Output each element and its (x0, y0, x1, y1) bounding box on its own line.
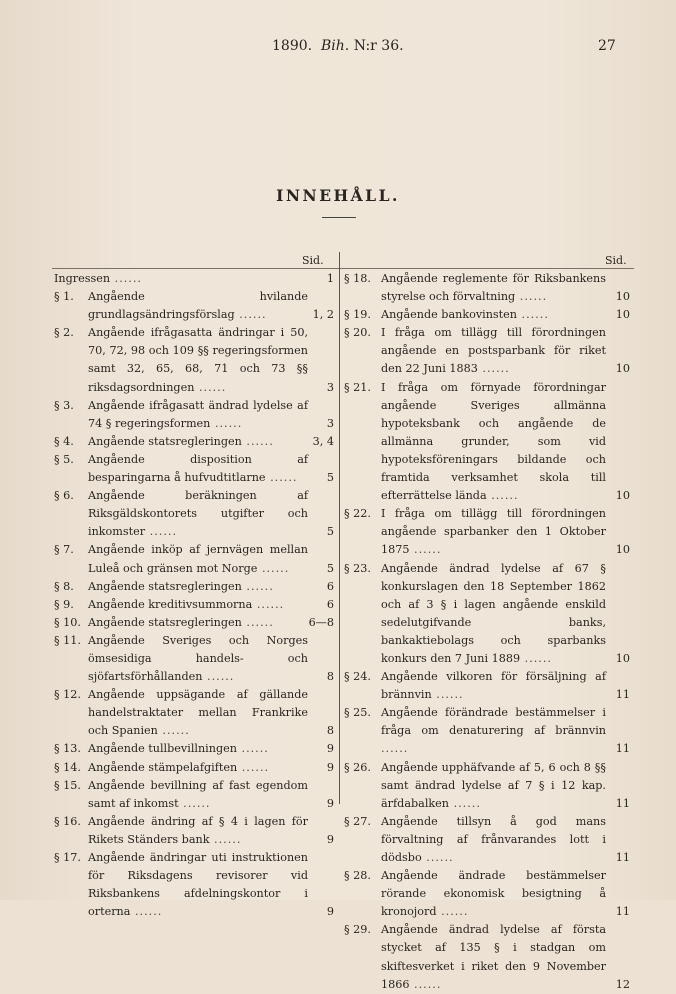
toc-entry (54, 686, 336, 740)
toc-entry-number: § 13. (54, 742, 81, 756)
toc-entry (54, 777, 336, 813)
toc-entry-text-block (54, 740, 336, 758)
toc-entry-page: 3, 4 (312, 434, 334, 448)
toc-entry-number: § 25. (344, 706, 371, 720)
dot-leader: ...... (202, 670, 235, 684)
dot-leader: ...... (409, 977, 442, 991)
toc-entry-text: Angående inköp af jernvägen mellan Luleå och gränsen mot Norge (88, 543, 308, 575)
dot-leader: ...... (236, 742, 269, 756)
toc-entry-text: Angående ändring af § 4 i lagen för Rikets Ständers bank (88, 814, 308, 846)
dot-leader: ...... (252, 597, 285, 611)
right-sid-label: Sid. (605, 254, 627, 267)
toc-entry-text-block (54, 686, 336, 740)
toc-entry-page: 5 (326, 471, 334, 485)
dot-leader: ...... (130, 905, 163, 919)
header-bih: Bih. (321, 38, 350, 54)
toc-entry-text-block (54, 270, 336, 288)
toc-entry (54, 487, 336, 541)
page-title: INNEHÅLL. (276, 186, 400, 205)
toc-entry-text-block (54, 813, 336, 849)
toc-entry-text-block (344, 270, 634, 306)
toc-entry-text-block (344, 505, 634, 559)
toc-entry-text: Angående vilkoren för försäljning af brännvin (381, 670, 606, 702)
toc-entry-text-block (54, 759, 336, 777)
toc-entry-text-block (54, 614, 336, 632)
toc-entry-text: Angående uppsägande af gällande handelstraktater mellan Frankrike och Spanien (88, 688, 308, 738)
toc-entry (54, 849, 336, 921)
toc-entry (54, 740, 336, 758)
toc-entry-page: 5 (326, 561, 334, 575)
toc-entry-page: 10 (615, 489, 630, 503)
toc-entry (344, 270, 634, 306)
toc-entry-text-block (54, 632, 336, 686)
toc-entry (54, 759, 336, 777)
toc-entry-text-block (344, 867, 634, 921)
toc-entry-number: § 16. (54, 814, 81, 828)
toc-entry-text-block (344, 704, 634, 758)
toc-entry-text-block (54, 777, 336, 813)
toc-entry (54, 288, 336, 324)
dot-leader: ...... (517, 308, 549, 322)
toc-entry-page: 9 (326, 760, 334, 774)
toc-entry-text-block (344, 921, 634, 993)
toc-entry-text: Angående bevillning af fast egendom samt af inkomst (88, 778, 308, 810)
dot-leader: ...... (436, 905, 469, 919)
toc-entry-text: Angående statsregleringen (88, 579, 242, 593)
toc-entry-text: Angående tillsyn å god mans förvaltning af frånvarandes lott i dödsbo (381, 814, 606, 864)
dot-leader: ...... (515, 290, 548, 304)
dot-leader: ...... (241, 615, 274, 629)
dot-leader: ...... (477, 362, 510, 376)
toc-entry-number: § 7. (54, 543, 74, 557)
toc-entry-number: § 12. (54, 688, 81, 702)
toc-entry-number: § 10. (54, 615, 81, 629)
toc-entry-text-block (54, 288, 336, 324)
toc-entry-number: § 8. (54, 579, 74, 593)
toc-entry-text-block (54, 451, 336, 487)
toc-entry (54, 433, 336, 451)
header-year: 1890. (272, 38, 313, 54)
toc-entry-number: § 21. (344, 380, 371, 394)
toc-entry (54, 451, 336, 487)
toc-entry (344, 379, 634, 506)
toc-entry-page: 11 (615, 688, 630, 702)
toc-entry-number: § 9. (54, 597, 74, 611)
toc-entry-page: 8 (326, 670, 334, 684)
dot-leader: ...... (157, 724, 190, 738)
toc-entry-number: § 5. (54, 452, 74, 466)
header-rule (52, 268, 634, 269)
dot-leader: ...... (178, 796, 211, 810)
toc-entry-text: Angående ändrade bestämmelser rörande ekonomisk besigtning å kronojord (381, 869, 606, 919)
toc-entry-number: § 3. (54, 398, 74, 412)
left-sid-label: Sid. (302, 254, 324, 267)
toc-entry-text: Angående ändringar uti instruktionen för Riksdagens revisorer vid Riksbankens afdelningskontor i orterna (88, 851, 308, 919)
toc-entry-number: § 19. (344, 308, 371, 322)
toc-entry (344, 867, 634, 921)
toc-entry-number: § 4. (54, 434, 74, 448)
dot-leader: ...... (257, 561, 290, 575)
dot-leader: ...... (421, 851, 454, 864)
toc-entry-text-block (344, 379, 634, 506)
toc-entry-page: 8 (326, 724, 334, 738)
toc-entry (54, 324, 336, 396)
toc-entry-page: 10 (615, 543, 630, 557)
toc-entry-text: Angående tullbevillningen (88, 742, 237, 756)
toc-entry-text-block (344, 668, 634, 704)
toc-entry-number: § 28. (344, 869, 371, 883)
toc-entry-page: 12 (615, 977, 630, 991)
toc-entry-number: § 27. (344, 814, 371, 828)
toc-entry-page: 1, 2 (312, 308, 334, 322)
toc-entry-text: Angående statsregleringen (88, 615, 242, 629)
toc-entry-page: 11 (615, 796, 630, 810)
toc-entry-text-block (54, 541, 336, 577)
toc-entry (344, 813, 634, 867)
dot-leader: ...... (241, 579, 274, 593)
title-rule (322, 217, 356, 218)
page-number: 27 (598, 38, 616, 54)
toc-entry-text-block (54, 324, 336, 396)
header-citation (272, 38, 404, 54)
dot-leader: ...... (210, 416, 243, 430)
toc-entry-number: § 17. (54, 851, 81, 864)
toc-entry-text-block (344, 306, 634, 324)
toc-entry (54, 578, 336, 596)
toc-entry-text: Angående reglemente för Riksbankens styrelse och förvaltning (381, 272, 606, 304)
toc-entry-number: § 18. (344, 272, 371, 285)
toc-entry-number: § 1. (54, 290, 74, 304)
toc-entry-text-block (344, 324, 634, 378)
toc-entry (344, 505, 634, 559)
dot-leader: ...... (431, 688, 464, 702)
toc-entry-text: Angående hvilande grundlagsändringsförslag (88, 290, 308, 322)
dot-leader: ...... (486, 489, 519, 503)
toc-entry-page: 9 (326, 905, 334, 919)
toc-entry (344, 921, 634, 993)
dot-leader: ...... (241, 434, 274, 448)
toc-entry-page: 11 (615, 905, 630, 919)
toc-right-column (344, 270, 634, 994)
toc-entry (344, 759, 634, 813)
toc-entry-number: § 14. (54, 760, 81, 774)
toc-entry-number: § 11. (54, 633, 81, 647)
toc-entry-text-block (344, 759, 634, 813)
toc-entry-page: 10 (615, 308, 630, 322)
toc-entry-number: § 29. (344, 923, 371, 937)
toc-entry-text-block (54, 578, 336, 596)
toc-entry-text: Angående beräkningen af Riksgäldskontorets utgifter och inkomster (88, 489, 308, 539)
toc-entry-text: Angående ifrågasatt ändrad lydelse af 74 § regeringsformen (88, 398, 308, 430)
toc-entry-page: 9 (326, 742, 334, 756)
toc-entry-text-block (344, 560, 634, 669)
column-divider (339, 252, 340, 804)
toc-entry-page: 3 (326, 380, 334, 394)
toc-entry-number: § 20. (344, 326, 371, 340)
toc-entry (54, 813, 336, 849)
toc-entry-text: Angående ifrågasatta ändringar i 50, 70, 72, 98 och 109 §§ regeringsformen samt 32, 65, 68, 71 och 73 §§ riksdagsordningen (88, 326, 308, 394)
toc-entry-page: 1 (326, 272, 334, 285)
running-header (0, 38, 676, 58)
toc-entry-page: 6 (326, 579, 334, 593)
toc-entry-number: § 26. (344, 760, 371, 774)
dot-leader: ...... (265, 471, 298, 485)
toc-entry-text-block (344, 813, 634, 867)
toc-entry-number: § 15. (54, 778, 81, 792)
toc-entry-page: 11 (615, 742, 630, 756)
toc-entry (344, 560, 634, 669)
toc-entry (54, 270, 336, 288)
toc-entry-page: 11 (615, 851, 630, 864)
toc-entry-text: Angående statsregleringen (88, 434, 242, 448)
toc-entry-text: I fråga om tillägg till förordningen angående en postsparbank för riket den 22 Juni 1883 (381, 326, 606, 376)
toc-entry-text: Angående förändrade bestämmelser i fråga om denaturering af brännvin (381, 706, 606, 738)
toc-entry-text: Ingressen (54, 272, 111, 285)
toc-entry (54, 596, 336, 614)
toc-entry-number: § 23. (344, 561, 371, 575)
toc-entry (344, 668, 634, 704)
toc-entry-number: § 2. (54, 326, 74, 340)
toc-entry (54, 614, 336, 632)
toc-entry (54, 541, 336, 577)
toc-entry-text: I fråga om tillägg till förordningen angående sparbanker den 1 Oktober 1875 (381, 507, 606, 557)
toc-entry-text: I fråga om förnyade förordningar angående Sveriges allmänna hypoteksbank och angående de allmänna grunder, som vid hypoteksföreningars bildande och framtida verksamhet skola till efterrättelse lända (381, 380, 606, 503)
dot-leader: ...... (449, 796, 481, 810)
toc-entry-text-block (54, 433, 336, 451)
toc-entry-page: 5 (326, 525, 334, 539)
dot-leader: ...... (409, 543, 442, 557)
toc-entry-page: 6 (326, 597, 334, 611)
toc-entry-text: Angående disposition af besparingarna å hufvudtitlarne (88, 452, 308, 485)
toc-entry-page: 10 (615, 290, 630, 304)
toc-entry-text: Angående kreditivsummorna (88, 597, 253, 611)
toc-entry-text: Angående ändrad lydelse af 67 § konkurslagen den 18 September 1862 och af 3 § i lagen angående enskild sedelutgifvande banks, bankaktiebolags och sparbanks konkurs den 7 Juni 1889 (381, 561, 606, 665)
dot-leader: ...... (194, 380, 227, 394)
toc-entry-number: § 6. (54, 489, 74, 503)
dot-leader: ...... (145, 525, 178, 539)
toc-entry-text-block (54, 849, 336, 921)
toc-entry-text: Angående stämpelafgiften (88, 760, 238, 774)
toc-entry (344, 306, 634, 324)
toc-entry-text: Angående bankovinsten (381, 308, 517, 322)
toc-entry-text: Angående upphäfvande af 5, 6 och 8 §§ samt ändrad lydelse af 7 § i 12 kap. ärfdabalken (381, 760, 606, 810)
dot-leader: ...... (237, 760, 270, 774)
toc-entry-page: 6—8 (308, 615, 334, 629)
dot-leader: ...... (520, 651, 552, 665)
toc-entry (344, 704, 634, 758)
dot-leader: ...... (209, 832, 242, 846)
toc-left-column (54, 270, 336, 921)
toc-entry-page: 9 (326, 832, 334, 846)
toc-entry (54, 632, 336, 686)
toc-entry (54, 397, 336, 433)
dot-leader: ...... (234, 308, 267, 322)
toc-entry-number: § 22. (344, 507, 371, 521)
toc-entry (344, 324, 634, 378)
toc-entry-text: Angående ändrad lydelse af första stycket af 135 § i stadgan om skiftesverket i riket den 9 November 1866 (381, 923, 606, 991)
toc-entry-number: § 24. (344, 670, 371, 684)
toc-entry-text-block (54, 397, 336, 433)
toc-entry-page: 9 (326, 796, 334, 810)
dot-leader: ...... (381, 742, 409, 756)
header-nr: N:r 36. (353, 38, 404, 54)
toc-entry-text-block (54, 596, 336, 614)
toc-entry-page: 10 (615, 362, 630, 376)
toc-entry-text-block (54, 487, 336, 541)
dot-leader: ...... (110, 272, 142, 285)
toc-entry-page: 3 (326, 416, 334, 430)
toc-entry-text: Angående Sveriges och Norges ömsesidiga handels- och sjöfartsförhållanden (88, 633, 308, 684)
toc-entry-page: 10 (615, 651, 630, 665)
